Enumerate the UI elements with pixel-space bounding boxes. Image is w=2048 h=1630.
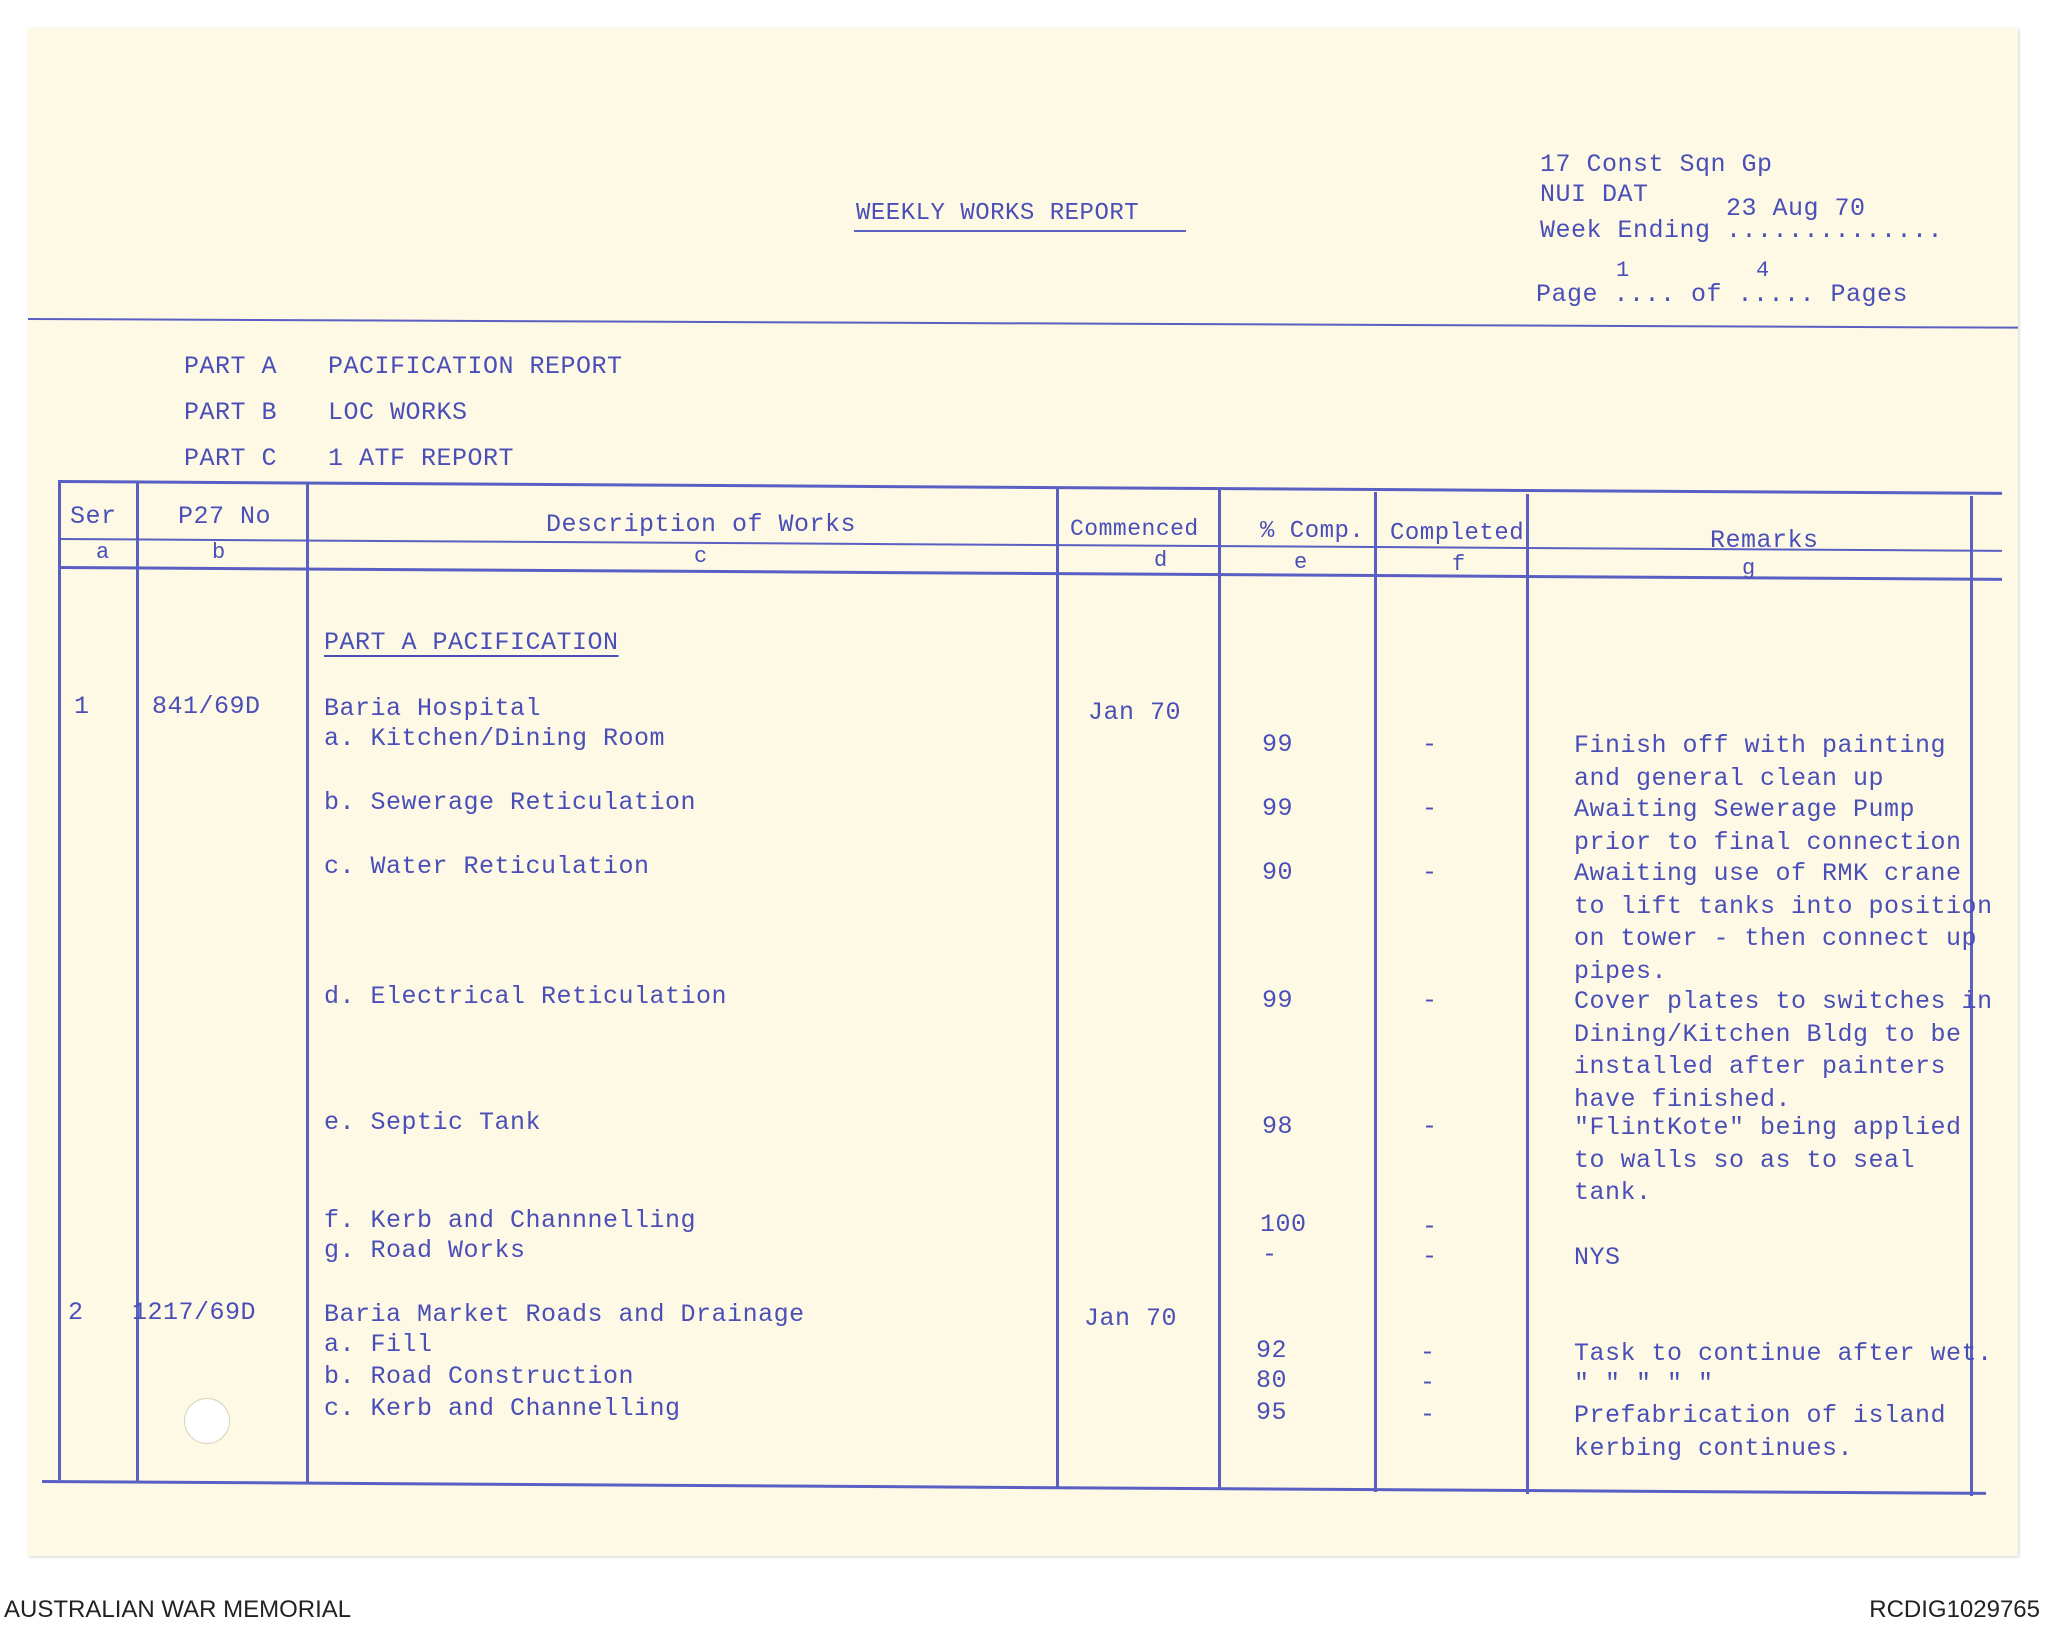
- p1-item-g-remarks: NYS: [1574, 1243, 1621, 1272]
- col-header-ser: Ser: [70, 502, 117, 531]
- punch-hole: [184, 1398, 230, 1444]
- p2-item-b-desc: b. Road Construction: [324, 1362, 635, 1391]
- p2-item-c-remarks: Prefabrication of island kerbing continues.: [1574, 1401, 1947, 1463]
- p1-item-d-completed: -: [1422, 986, 1438, 1015]
- part-b-label: PART B: [184, 398, 278, 427]
- page-total: 4: [1756, 258, 1770, 283]
- part-c-name: 1 ATF REPORT: [328, 444, 515, 473]
- p1-item-c-desc: c. Water Reticulation: [324, 852, 650, 881]
- col-header-completed: Completed: [1390, 520, 1525, 547]
- project-2-p27: 1217/69D: [132, 1298, 257, 1327]
- table-header-bottom-border: [58, 566, 2002, 581]
- p1-item-e-completed: -: [1422, 1112, 1438, 1141]
- project-1-p27: 841/69D: [152, 692, 261, 721]
- col-code-b: b: [212, 540, 226, 565]
- page-number: 1: [1616, 258, 1630, 283]
- col-header-commenced: Commenced: [1070, 516, 1199, 542]
- p2-item-a-completed: -: [1420, 1338, 1436, 1367]
- report-title: WEEKLY WORKS REPORT: [856, 200, 1140, 227]
- unit-name: 17 Const Sqn Gp: [1540, 150, 1773, 179]
- footer-archive-id: RCDIG1029765: [1869, 1596, 2040, 1623]
- document-page: [28, 28, 2018, 1556]
- p1-item-d-desc: d. Electrical Reticulation: [324, 982, 728, 1011]
- p1-item-a-completed: -: [1422, 730, 1438, 759]
- location: NUI DAT: [1540, 180, 1649, 209]
- p2-item-b-completed: -: [1420, 1368, 1436, 1397]
- col-divider-pct: [1374, 492, 1377, 1492]
- col-divider-ser: [136, 482, 139, 1482]
- p1-item-e-pct: 98: [1262, 1112, 1294, 1141]
- project-1-ser: 1: [74, 692, 90, 721]
- p1-item-c-remarks: Awaiting use of RMK crane to lift tanks into position on tower - then connect up pipes.: [1574, 859, 1993, 986]
- project-1-commenced: Jan 70: [1088, 698, 1182, 727]
- p1-item-f-pct: 100: [1260, 1210, 1307, 1239]
- p1-item-e-remarks: "FlintKote" being applied to walls so as to seal tank.: [1574, 1113, 1962, 1207]
- col-header-p27: P27 No: [178, 502, 272, 531]
- p1-item-c-pct: 90: [1262, 858, 1294, 887]
- p1-item-f-desc: f. Kerb and Channnelling: [324, 1206, 697, 1235]
- p1-item-g-completed: -: [1422, 1242, 1438, 1271]
- footer-archive-name: AUSTRALIAN WAR MEMORIAL: [4, 1596, 352, 1623]
- part-a-name: PACIFICATION REPORT: [328, 352, 623, 381]
- col-header-pct: % Comp.: [1260, 518, 1365, 545]
- table-top-border: [58, 480, 2002, 495]
- p1-item-b-pct: 99: [1262, 794, 1294, 823]
- col-divider-commenced: [1218, 490, 1221, 1490]
- p2-item-b-remarks: " " " " ": [1574, 1369, 1714, 1398]
- p2-item-b-pct: 80: [1256, 1366, 1288, 1395]
- col-header-description: Description of Works: [546, 510, 857, 539]
- p1-item-e-desc: e. Septic Tank: [324, 1108, 542, 1137]
- p1-item-b-desc: b. Sewerage Reticulation: [324, 788, 697, 817]
- project-2-commenced: Jan 70: [1084, 1304, 1178, 1333]
- col-divider-completed: [1526, 494, 1529, 1494]
- part-b-name: LOC WORKS: [328, 398, 468, 427]
- col-code-a: a: [96, 540, 110, 565]
- p2-item-a-pct: 92: [1256, 1336, 1288, 1365]
- p1-item-b-completed: -: [1422, 794, 1438, 823]
- p1-item-c-completed: -: [1422, 858, 1438, 887]
- table-bottom-border: [42, 1480, 1986, 1495]
- header-separator: [28, 318, 2018, 329]
- part-c-label: PART C: [184, 444, 278, 473]
- part-a-label: PART A: [184, 352, 278, 381]
- p1-item-a-desc: a. Kitchen/Dining Room: [324, 724, 666, 753]
- table-left-border: [58, 480, 61, 1480]
- report-date: 23 Aug 70: [1726, 194, 1866, 223]
- p1-item-d-pct: 99: [1262, 986, 1294, 1015]
- p1-item-g-desc: g. Road Works: [324, 1236, 526, 1265]
- col-code-g: g: [1742, 556, 1756, 581]
- col-code-d: d: [1154, 548, 1168, 573]
- project-1-name: Baria Hospital: [324, 694, 542, 723]
- p1-item-g-pct: -: [1262, 1240, 1278, 1269]
- p2-item-c-pct: 95: [1256, 1398, 1288, 1427]
- p2-item-c-completed: -: [1420, 1400, 1436, 1429]
- p2-item-a-remarks: Task to continue after wet.: [1574, 1339, 1993, 1368]
- p1-item-a-pct: 99: [1262, 730, 1294, 759]
- col-header-remarks: Remarks: [1710, 526, 1819, 555]
- col-divider-p27: [306, 484, 309, 1484]
- p1-item-a-remarks: Finish off with painting and general clean up: [1574, 731, 1947, 793]
- p1-item-b-remarks: Awaiting Sewerage Pump prior to final connection: [1574, 795, 1962, 857]
- col-code-e: e: [1294, 550, 1308, 575]
- p2-item-a-desc: a. Fill: [324, 1330, 433, 1359]
- week-ending-label: Week Ending ..............: [1540, 216, 1944, 245]
- p2-item-c-desc: c. Kerb and Channelling: [324, 1394, 681, 1423]
- title-underline: [854, 230, 1186, 232]
- col-code-c: c: [694, 544, 708, 569]
- p1-item-f-completed: -: [1422, 1212, 1438, 1241]
- page-label: Page .... of ..... Pages: [1536, 280, 1909, 309]
- project-2-ser: 2: [68, 1298, 84, 1327]
- project-2-name: Baria Market Roads and Drainage: [324, 1300, 805, 1329]
- col-divider-desc: [1056, 488, 1059, 1488]
- col-code-f: f: [1452, 552, 1466, 577]
- section-heading: PART A PACIFICATION: [324, 628, 619, 657]
- p1-item-d-remarks: Cover plates to switches in Dining/Kitchen Bldg to be installed after painters have finished.: [1574, 987, 1993, 1114]
